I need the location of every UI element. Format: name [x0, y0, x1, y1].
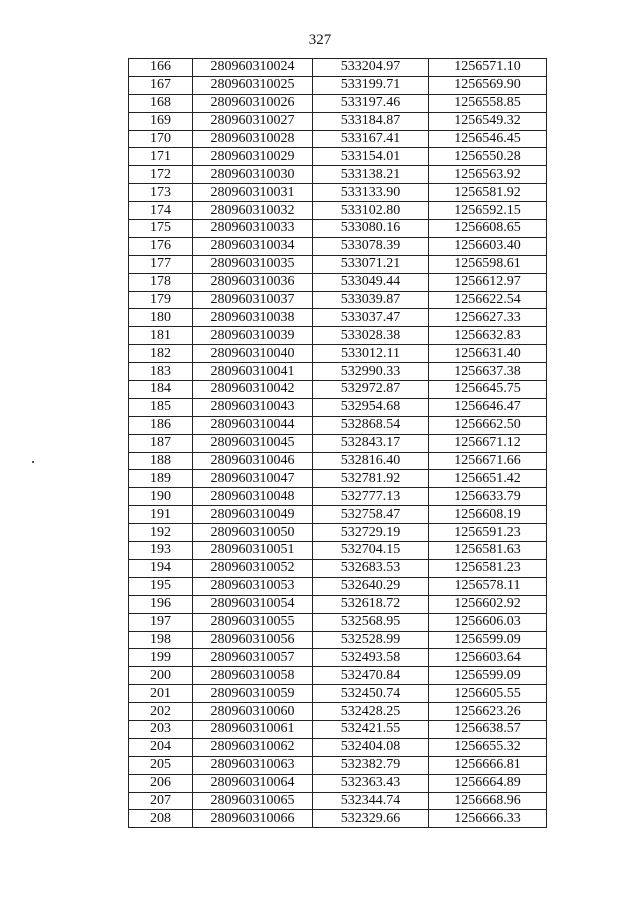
point-number-cell: 192	[129, 524, 193, 542]
x-coordinate-cell: 532868.54	[313, 416, 429, 434]
point-number-cell: 179	[129, 291, 193, 309]
y-coordinate-cell: 1256646.47	[429, 398, 547, 416]
x-coordinate-cell: 532493.58	[313, 649, 429, 667]
y-coordinate-cell: 1256666.81	[429, 756, 547, 774]
y-coordinate-cell: 1256668.96	[429, 792, 547, 810]
point-number-cell: 181	[129, 327, 193, 345]
table-row	[129, 559, 547, 577]
table-row	[129, 273, 547, 291]
x-coordinate-cell: 532640.29	[313, 577, 429, 595]
y-coordinate-cell: 1256549.32	[429, 112, 547, 130]
y-coordinate-cell: 1256581.92	[429, 184, 547, 202]
x-coordinate-cell: 532990.33	[313, 363, 429, 381]
x-coordinate-cell: 532382.79	[313, 756, 429, 774]
y-coordinate-cell: 1256603.64	[429, 649, 547, 667]
y-coordinate-cell: 1256592.15	[429, 202, 547, 220]
y-coordinate-cell: 1256637.38	[429, 363, 547, 381]
page-number: 327	[308, 32, 332, 48]
point-code-cell: 280960310028	[193, 130, 313, 148]
point-number-cell: 187	[129, 434, 193, 452]
x-coordinate-cell: 532404.08	[313, 738, 429, 756]
x-coordinate-cell: 533037.47	[313, 309, 429, 327]
point-code-cell: 280960310034	[193, 237, 313, 255]
table-row	[129, 631, 547, 649]
point-number-cell: 204	[129, 738, 193, 756]
point-number-cell: 167	[129, 76, 193, 94]
table-row	[129, 577, 547, 595]
table-row	[129, 720, 547, 738]
point-number-cell: 188	[129, 452, 193, 470]
y-coordinate-cell: 1256631.40	[429, 345, 547, 363]
table-row	[129, 220, 547, 238]
x-coordinate-cell: 532344.74	[313, 792, 429, 810]
x-coordinate-cell: 533078.39	[313, 237, 429, 255]
table-row	[129, 184, 547, 202]
table-row	[129, 363, 547, 381]
y-coordinate-cell: 1256563.92	[429, 166, 547, 184]
table-row	[129, 595, 547, 613]
y-coordinate-cell: 1256671.12	[429, 434, 547, 452]
table-row	[129, 703, 547, 721]
x-coordinate-cell: 532777.13	[313, 488, 429, 506]
y-coordinate-cell: 1256608.65	[429, 220, 547, 238]
point-number-cell: 173	[129, 184, 193, 202]
table-row	[129, 76, 547, 94]
point-number-cell: 172	[129, 166, 193, 184]
table-row	[129, 202, 547, 220]
coordinates-table-body	[129, 59, 547, 828]
table-row	[129, 434, 547, 452]
y-coordinate-cell: 1256623.26	[429, 703, 547, 721]
x-coordinate-cell: 533102.80	[313, 202, 429, 220]
table-row	[129, 792, 547, 810]
y-coordinate-cell: 1256605.55	[429, 685, 547, 703]
point-code-cell: 280960310050	[193, 524, 313, 542]
y-coordinate-cell: 1256608.19	[429, 506, 547, 524]
table-row	[129, 327, 547, 345]
point-code-cell: 280960310035	[193, 255, 313, 273]
point-code-cell: 280960310042	[193, 381, 313, 399]
point-number-cell: 191	[129, 506, 193, 524]
point-number-cell: 180	[129, 309, 193, 327]
table-row	[129, 649, 547, 667]
point-code-cell: 280960310060	[193, 703, 313, 721]
point-code-cell: 280960310061	[193, 720, 313, 738]
y-coordinate-cell: 1256666.33	[429, 810, 547, 828]
point-number-cell: 206	[129, 774, 193, 792]
y-coordinate-cell: 1256627.33	[429, 309, 547, 327]
point-code-cell: 280960310062	[193, 738, 313, 756]
x-coordinate-cell: 532528.99	[313, 631, 429, 649]
point-code-cell: 280960310066	[193, 810, 313, 828]
point-number-cell: 171	[129, 148, 193, 166]
x-coordinate-cell: 533184.87	[313, 112, 429, 130]
x-coordinate-cell: 532421.55	[313, 720, 429, 738]
x-coordinate-cell: 532470.84	[313, 667, 429, 685]
point-code-cell: 280960310048	[193, 488, 313, 506]
y-coordinate-cell: 1256655.32	[429, 738, 547, 756]
point-number-cell: 203	[129, 720, 193, 738]
point-number-cell: 175	[129, 220, 193, 238]
point-number-cell: 198	[129, 631, 193, 649]
y-coordinate-cell: 1256603.40	[429, 237, 547, 255]
x-coordinate-cell: 533049.44	[313, 273, 429, 291]
y-coordinate-cell: 1256633.79	[429, 488, 547, 506]
y-coordinate-cell: 1256671.66	[429, 452, 547, 470]
table-row	[129, 506, 547, 524]
point-code-cell: 280960310051	[193, 542, 313, 560]
y-coordinate-cell: 1256591.23	[429, 524, 547, 542]
point-code-cell: 280960310047	[193, 470, 313, 488]
table-row	[129, 738, 547, 756]
y-coordinate-cell: 1256622.54	[429, 291, 547, 309]
x-coordinate-cell: 533204.97	[313, 59, 429, 77]
point-code-cell: 280960310024	[193, 59, 313, 77]
y-coordinate-cell: 1256546.45	[429, 130, 547, 148]
table-row	[129, 237, 547, 255]
point-code-cell: 280960310065	[193, 792, 313, 810]
point-code-cell: 280960310025	[193, 76, 313, 94]
x-coordinate-cell: 532618.72	[313, 595, 429, 613]
table-row	[129, 94, 547, 112]
table-row	[129, 524, 547, 542]
y-coordinate-cell: 1256651.42	[429, 470, 547, 488]
point-number-cell: 201	[129, 685, 193, 703]
point-number-cell: 182	[129, 345, 193, 363]
point-number-cell: 207	[129, 792, 193, 810]
table-row	[129, 291, 547, 309]
point-number-cell: 166	[129, 59, 193, 77]
point-number-cell: 169	[129, 112, 193, 130]
point-number-cell: 170	[129, 130, 193, 148]
y-coordinate-cell: 1256598.61	[429, 255, 547, 273]
point-code-cell: 280960310058	[193, 667, 313, 685]
point-number-cell: 178	[129, 273, 193, 291]
x-coordinate-cell: 532729.19	[313, 524, 429, 542]
table-row	[129, 685, 547, 703]
point-number-cell: 186	[129, 416, 193, 434]
table-row	[129, 542, 547, 560]
point-number-cell: 184	[129, 381, 193, 399]
point-number-cell: 189	[129, 470, 193, 488]
x-coordinate-cell: 533039.87	[313, 291, 429, 309]
point-code-cell: 280960310057	[193, 649, 313, 667]
point-code-cell: 280960310030	[193, 166, 313, 184]
table-row	[129, 756, 547, 774]
table-row	[129, 59, 547, 77]
table-row	[129, 416, 547, 434]
x-coordinate-cell: 532568.95	[313, 613, 429, 631]
x-coordinate-cell: 532704.15	[313, 542, 429, 560]
table-row	[129, 345, 547, 363]
point-number-cell: 176	[129, 237, 193, 255]
table-row	[129, 398, 547, 416]
table-row	[129, 452, 547, 470]
x-coordinate-cell: 532428.25	[313, 703, 429, 721]
point-number-cell: 194	[129, 559, 193, 577]
point-code-cell: 280960310038	[193, 309, 313, 327]
point-number-cell: 196	[129, 595, 193, 613]
point-number-cell: 190	[129, 488, 193, 506]
table-row	[129, 381, 547, 399]
point-code-cell: 280960310055	[193, 613, 313, 631]
point-code-cell: 280960310026	[193, 94, 313, 112]
point-number-cell: 197	[129, 613, 193, 631]
x-coordinate-cell: 533012.11	[313, 345, 429, 363]
y-coordinate-cell: 1256599.09	[429, 631, 547, 649]
point-code-cell: 280960310043	[193, 398, 313, 416]
x-coordinate-cell: 532758.47	[313, 506, 429, 524]
point-code-cell: 280960310039	[193, 327, 313, 345]
y-coordinate-cell: 1256581.23	[429, 559, 547, 577]
coordinates-table	[128, 58, 547, 828]
y-coordinate-cell: 1256606.03	[429, 613, 547, 631]
x-coordinate-cell: 533133.90	[313, 184, 429, 202]
table-row	[129, 613, 547, 631]
point-number-cell: 174	[129, 202, 193, 220]
point-code-cell: 280960310052	[193, 559, 313, 577]
y-coordinate-cell: 1256581.63	[429, 542, 547, 560]
point-number-cell: 193	[129, 542, 193, 560]
y-coordinate-cell: 1256632.83	[429, 327, 547, 345]
point-code-cell: 280960310053	[193, 577, 313, 595]
x-coordinate-cell: 532781.92	[313, 470, 429, 488]
x-coordinate-cell: 533080.16	[313, 220, 429, 238]
table-row	[129, 309, 547, 327]
y-coordinate-cell: 1256599.09	[429, 667, 547, 685]
y-coordinate-cell: 1256558.85	[429, 94, 547, 112]
table-row	[129, 255, 547, 273]
point-code-cell: 280960310033	[193, 220, 313, 238]
point-code-cell: 280960310063	[193, 756, 313, 774]
x-coordinate-cell: 532450.74	[313, 685, 429, 703]
x-coordinate-cell: 533199.71	[313, 76, 429, 94]
y-coordinate-cell: 1256664.89	[429, 774, 547, 792]
y-coordinate-cell: 1256602.92	[429, 595, 547, 613]
y-coordinate-cell: 1256645.75	[429, 381, 547, 399]
x-coordinate-cell: 533197.46	[313, 94, 429, 112]
point-number-cell: 205	[129, 756, 193, 774]
point-number-cell: 200	[129, 667, 193, 685]
x-coordinate-cell: 533071.21	[313, 255, 429, 273]
x-coordinate-cell: 532816.40	[313, 452, 429, 470]
table-row	[129, 130, 547, 148]
point-code-cell: 280960310056	[193, 631, 313, 649]
table-row	[129, 488, 547, 506]
x-coordinate-cell: 532683.53	[313, 559, 429, 577]
stray-dot-mark	[32, 461, 34, 463]
point-code-cell: 280960310049	[193, 506, 313, 524]
y-coordinate-cell: 1256571.10	[429, 59, 547, 77]
table-row	[129, 148, 547, 166]
x-coordinate-cell: 532843.17	[313, 434, 429, 452]
point-code-cell: 280960310044	[193, 416, 313, 434]
point-number-cell: 202	[129, 703, 193, 721]
y-coordinate-cell: 1256578.11	[429, 577, 547, 595]
table-row	[129, 166, 547, 184]
y-coordinate-cell: 1256662.50	[429, 416, 547, 434]
point-code-cell: 280960310054	[193, 595, 313, 613]
x-coordinate-cell: 532954.68	[313, 398, 429, 416]
x-coordinate-cell: 532363.43	[313, 774, 429, 792]
table-row	[129, 810, 547, 828]
point-code-cell: 280960310037	[193, 291, 313, 309]
point-number-cell: 208	[129, 810, 193, 828]
point-number-cell: 168	[129, 94, 193, 112]
point-code-cell: 280960310046	[193, 452, 313, 470]
y-coordinate-cell: 1256569.90	[429, 76, 547, 94]
point-code-cell: 280960310027	[193, 112, 313, 130]
point-code-cell: 280960310041	[193, 363, 313, 381]
point-code-cell: 280960310059	[193, 685, 313, 703]
point-code-cell: 280960310029	[193, 148, 313, 166]
point-code-cell: 280960310031	[193, 184, 313, 202]
point-number-cell: 199	[129, 649, 193, 667]
table-row	[129, 112, 547, 130]
point-code-cell: 280960310064	[193, 774, 313, 792]
point-code-cell: 280960310045	[193, 434, 313, 452]
x-coordinate-cell: 532329.66	[313, 810, 429, 828]
y-coordinate-cell: 1256612.97	[429, 273, 547, 291]
x-coordinate-cell: 533028.38	[313, 327, 429, 345]
x-coordinate-cell: 533138.21	[313, 166, 429, 184]
point-number-cell: 183	[129, 363, 193, 381]
y-coordinate-cell: 1256550.28	[429, 148, 547, 166]
table-row	[129, 774, 547, 792]
table-row	[129, 667, 547, 685]
point-code-cell: 280960310040	[193, 345, 313, 363]
table-row	[129, 470, 547, 488]
point-number-cell: 177	[129, 255, 193, 273]
x-coordinate-cell: 532972.87	[313, 381, 429, 399]
point-code-cell: 280960310032	[193, 202, 313, 220]
point-number-cell: 185	[129, 398, 193, 416]
x-coordinate-cell: 533167.41	[313, 130, 429, 148]
y-coordinate-cell: 1256638.57	[429, 720, 547, 738]
point-code-cell: 280960310036	[193, 273, 313, 291]
point-number-cell: 195	[129, 577, 193, 595]
x-coordinate-cell: 533154.01	[313, 148, 429, 166]
